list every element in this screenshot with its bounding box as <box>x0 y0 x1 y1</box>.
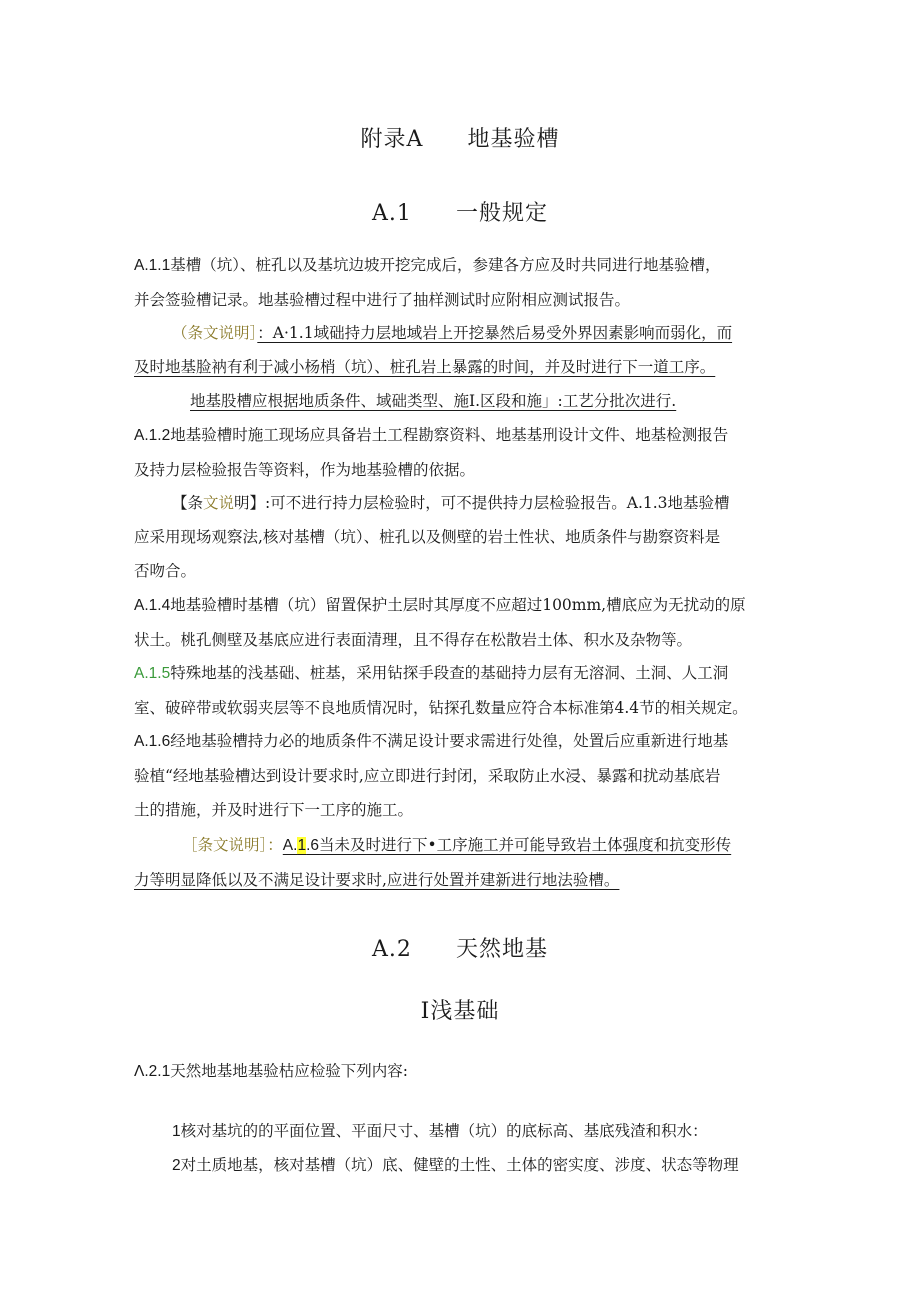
clause-a14 <box>134 588 794 657</box>
clause-a15 <box>134 656 794 725</box>
note-bracket-close: ］： <box>259 836 283 854</box>
note-label: 条文说明 <box>197 836 260 854</box>
clause-text-line: 并会签验槽记录。地基验槽过程中进行了抽样测试时应附相应测试报告。 <box>134 291 631 309</box>
clause-text-line: 天然地基地基验枯应检验下列内容: <box>170 1062 408 1080</box>
list-item-2 <box>134 1148 794 1183</box>
note-text-line: 否吻合。 <box>134 562 197 580</box>
note-bracket-close: 明】 <box>234 494 266 512</box>
section-title: 一般规定 <box>455 201 548 226</box>
section-title: 天然地基 <box>455 937 548 962</box>
clause-note-2 <box>134 486 794 588</box>
clause-text-line: 特殊地基的浅基础、桩基，采用钻探手段查的基础持力层有无溶洞、土洞、人工洞 <box>170 664 729 682</box>
note-text-line: 力等明显降低以及不满足设计要求时,应进行处置并建新进行地法验槽。 <box>134 871 620 889</box>
note-text-line: 当未及时进行下•工序施工并可能导致岩土体强度和抗变形传 <box>319 836 732 854</box>
note-label: 条文说明 <box>187 324 250 342</box>
appendix-title-label: 附录A <box>360 127 424 152</box>
appendix-title-text: 地基验槽 <box>467 127 560 152</box>
clause-text-line: 土的措施，并及时进行下一工序的施工。 <box>134 801 414 819</box>
note-bracket-open: ［ <box>182 836 198 854</box>
note-label: 文说 <box>203 494 235 512</box>
clause-text-line: 及持力层检验报告等资料，作为地基验槽的依据。 <box>134 461 476 479</box>
note-text-line: 及时地基脸衲有利于减小杨梢（坑）、桩孔岩上暴露的时间，并及时进行下一道工序。 <box>134 358 716 376</box>
clause-number: A.1.6 <box>134 733 171 750</box>
section-number: A.1 <box>372 201 412 226</box>
note-bracket-close: ］ <box>249 324 258 342</box>
note-ref-part: .6 <box>306 837 320 854</box>
clause-number: A.1.4 <box>134 597 171 614</box>
clause-text-line: 地基验槽时基槽（坑）留置保护土层时其厚度不应超过100mm,槽底应为无扰动的原 <box>170 596 746 614</box>
clause-a21 <box>134 1054 794 1089</box>
appendix-title <box>0 122 920 153</box>
clause-text-line: 地基验槽时施工现场应具备岩土工程勘察资料、地基基刑设计文件、地基检测报告 <box>170 426 729 444</box>
clause-number: Λ.2.1 <box>134 1063 171 1080</box>
note-text-line: :可不进行持力层检验时，可不提供持力层检验报告。A.1.3地基验槽 <box>265 494 730 512</box>
note-ref-part: A. <box>282 837 298 854</box>
note-text-line: ：A·1.1域础持力层地域岩上开挖暴然后易受外界因素影响而弱化，而 <box>257 324 733 342</box>
clause-note-1 <box>134 316 794 418</box>
clause-number: A.1.5 <box>134 665 171 682</box>
clause-number: A.1.2 <box>134 427 171 444</box>
section-heading-a2 <box>0 932 920 963</box>
clause-a11 <box>134 248 794 317</box>
note-bracket-open: （ <box>172 324 188 342</box>
list-item-number: 1 <box>172 1123 181 1140</box>
note-text-line: 地基股槽应根据地质条件、域础类型、施I.区段和施」:工艺分批次进行. <box>190 392 677 410</box>
list-item-text: 对土质地基，核对基槽（坑）底、健壁的土性、土体的密实度、涉度、状态等物理 <box>180 1156 739 1174</box>
note-bracket-open: 【条 <box>172 494 204 512</box>
subsection-heading: I浅基础 <box>420 999 500 1024</box>
section-number: A.2 <box>372 937 412 962</box>
clause-text-line: 验植“经地基验槽达到设计要求时,应立即进行封闭，采取防止水浸、暴露和扰动基底岩 <box>134 767 721 785</box>
clause-a12 <box>134 418 794 487</box>
clause-a16 <box>134 724 794 827</box>
highlighted-digit: 1 <box>297 837 307 854</box>
clause-text-line: 基槽（坑）、桩孔以及基坑边坡开挖完成后，参建各方应及时共同进行地基验槽， <box>170 256 721 274</box>
note-text-line: 应采用现场观察法,核对基槽（坑）、桩孔以及侧壁的岩土性状、地质条件与勘察资料是 <box>134 528 721 546</box>
clause-text-line: 经地基验槽持力必的地质条件不满足设计要求需进行处徨，处置后应重新进行地基 <box>170 732 729 750</box>
note-ref <box>283 837 319 854</box>
clause-note-3 <box>134 828 794 897</box>
clause-text-line: 室、破碎带或软弱夹层等不良地质情况时，钻探孔数量应符合本标准第4.4节的相关规定。 <box>134 699 748 717</box>
clause-text-line: 状土。桃孔侧壁及基底应进行表面清理，且不得存在松散岩土体、积水及杂物等。 <box>134 631 693 649</box>
section-heading-a1 <box>0 196 920 227</box>
list-item-number: 2 <box>172 1157 181 1174</box>
list-item-1 <box>134 1114 794 1149</box>
list-item-text: 核对基坑的的平面位置、平面尺寸、基槽（坑）的底标高、基底残渣和积水： <box>180 1122 708 1140</box>
clause-number: A.1.1 <box>134 257 171 274</box>
